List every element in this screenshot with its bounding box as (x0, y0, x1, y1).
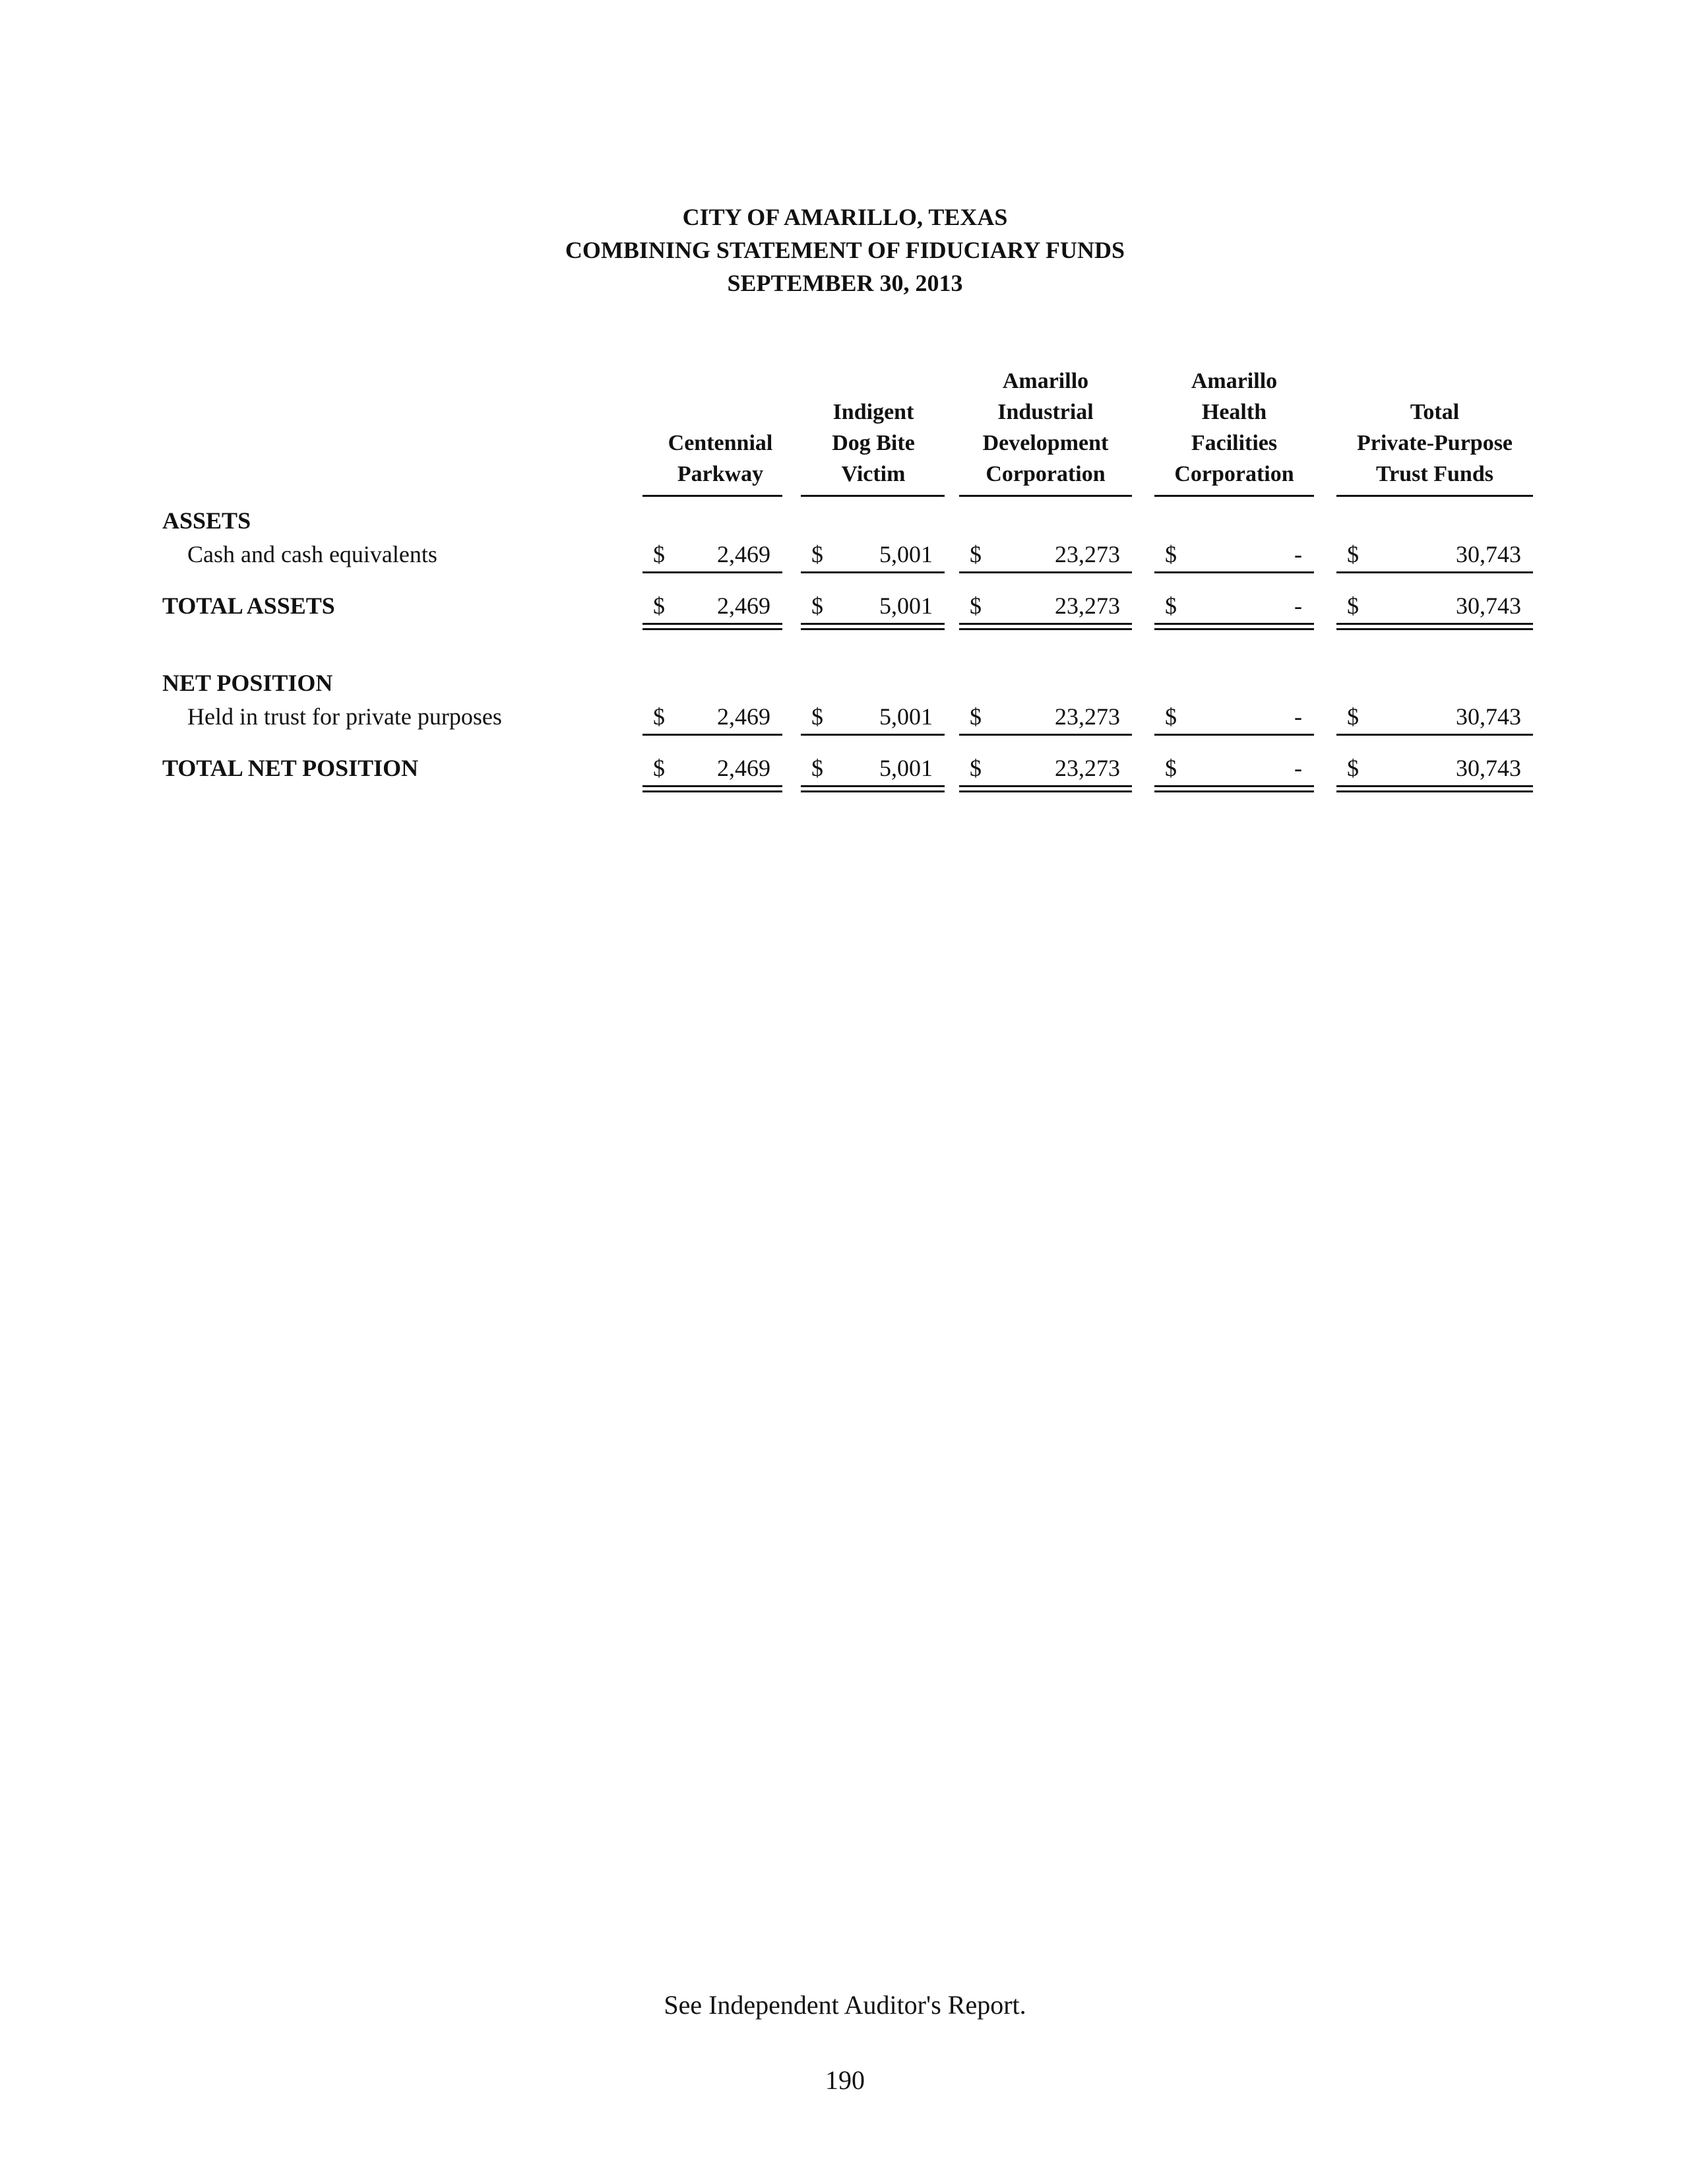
cash-value: 5,001 (879, 541, 933, 567)
total-assets-cell (1336, 591, 1533, 620)
total-net-position-cell (1154, 754, 1314, 783)
total-net-position-cell (1336, 754, 1533, 783)
total-assets-value: 30,743 (1456, 593, 1521, 619)
cash-value: 23,273 (1055, 541, 1120, 567)
total-double-rule (959, 623, 1132, 630)
subtotal-rule (642, 571, 782, 573)
cash-value: 2,469 (717, 541, 770, 567)
total-assets-value: 2,469 (717, 593, 770, 619)
cash-cell (801, 540, 945, 569)
currency-symbol: $ (811, 541, 823, 567)
cash-value: 30,743 (1456, 541, 1521, 567)
cash-cell (1336, 540, 1533, 569)
total-double-rule (1336, 623, 1533, 630)
total-double-rule (801, 785, 945, 792)
currency-symbol: $ (1347, 703, 1359, 730)
currency-symbol: $ (970, 755, 982, 781)
currency-symbol: $ (1165, 593, 1177, 619)
total-assets-cell (1154, 591, 1314, 620)
currency-symbol: $ (811, 703, 823, 730)
total-net-position-cell (959, 754, 1132, 783)
subtotal-rule (959, 734, 1132, 736)
cash-value: - (1294, 541, 1302, 567)
total-double-rule (642, 785, 782, 792)
cash-cell (1154, 540, 1314, 569)
held-in-trust-cell (801, 702, 945, 731)
held-in-trust-value: - (1294, 703, 1302, 730)
statement-date: SEPTEMBER 30, 2013 (727, 270, 963, 296)
column-header-indigent-dog-bite-victim: Indigent Dog Bite Victim (832, 400, 915, 486)
subtotal-rule (642, 734, 782, 736)
subtotal-rule (1154, 571, 1314, 573)
currency-symbol: $ (1347, 755, 1359, 781)
cash-cell (642, 540, 782, 569)
currency-symbol: $ (653, 593, 665, 619)
total-double-rule (1336, 785, 1533, 792)
currency-symbol: $ (811, 593, 823, 619)
total-assets-value: 5,001 (879, 593, 933, 619)
total-assets-label: TOTAL ASSETS (162, 593, 335, 619)
currency-symbol: $ (1347, 541, 1359, 567)
total-double-rule (801, 623, 945, 630)
currency-symbol: $ (653, 703, 665, 730)
cash-cell (959, 540, 1132, 569)
currency-symbol: $ (653, 541, 665, 567)
subtotal-rule (801, 571, 945, 573)
subtotal-rule (1336, 571, 1533, 573)
total-double-rule (1154, 623, 1314, 630)
held-in-trust-value: 2,469 (717, 703, 770, 730)
total-net-position-cell (642, 754, 782, 783)
statement-title (0, 201, 1690, 300)
entity-name: CITY OF AMARILLO, TEXAS (682, 204, 1008, 230)
total-net-position-value: 23,273 (1055, 755, 1120, 781)
column-header-rule (959, 495, 1132, 497)
held-in-trust-cell (959, 702, 1132, 731)
currency-symbol: $ (970, 541, 982, 567)
total-double-rule (642, 623, 782, 630)
column-header-rule (1336, 495, 1533, 497)
held-in-trust-label: Held in trust for private purposes (187, 703, 502, 730)
net-position-heading: NET POSITION (162, 670, 333, 696)
total-net-position-value: 30,743 (1456, 755, 1521, 781)
total-assets-cell (801, 591, 945, 620)
total-double-rule (1154, 785, 1314, 792)
held-in-trust-value: 30,743 (1456, 703, 1521, 730)
statement-name: COMBINING STATEMENT OF FIDUCIARY FUNDS (565, 237, 1125, 263)
column-header-rule (1154, 495, 1314, 497)
subtotal-rule (959, 571, 1132, 573)
total-net-position-value: - (1294, 755, 1302, 781)
subtotal-rule (1336, 734, 1533, 736)
total-net-position-value: 5,001 (879, 755, 933, 781)
column-header-rule (801, 495, 945, 497)
total-assets-value: 23,273 (1055, 593, 1120, 619)
held-in-trust-value: 5,001 (879, 703, 933, 730)
held-in-trust-cell (642, 702, 782, 731)
held-in-trust-cell (1336, 702, 1533, 731)
total-net-position-cell (801, 754, 945, 783)
assets-heading: ASSETS (162, 507, 251, 534)
held-in-trust-cell (1154, 702, 1314, 731)
subtotal-rule (801, 734, 945, 736)
auditor-report-note: See Independent Auditor's Report. (664, 1990, 1026, 2020)
currency-symbol: $ (970, 593, 982, 619)
column-header-centennial-parkway: Centennial Parkway (668, 431, 773, 486)
currency-symbol: $ (1347, 593, 1359, 619)
total-assets-value: - (1294, 593, 1302, 619)
currency-symbol: $ (1165, 755, 1177, 781)
currency-symbol: $ (1165, 703, 1177, 730)
currency-symbol: $ (811, 755, 823, 781)
total-double-rule (959, 785, 1132, 792)
column-header-total-private-purpose: Total Private-Purpose Trust Funds (1356, 400, 1513, 486)
total-assets-cell (642, 591, 782, 620)
currency-symbol: $ (653, 755, 665, 781)
subtotal-rule (1154, 734, 1314, 736)
page-number: 190 (825, 2065, 865, 2095)
total-net-position-value: 2,469 (717, 755, 770, 781)
currency-symbol: $ (1165, 541, 1177, 567)
total-assets-cell (959, 591, 1132, 620)
cash-label: Cash and cash equivalents (187, 541, 437, 567)
total-net-position-label: TOTAL NET POSITION (162, 755, 419, 781)
currency-symbol: $ (970, 703, 982, 730)
column-header-rule (642, 495, 782, 497)
column-header-amarillo-industrial-development: Amarillo Industrial Development Corporation (982, 369, 1109, 486)
column-header-amarillo-health-facilities: Amarillo Health Facilities Corporation (1174, 369, 1294, 486)
held-in-trust-value: 23,273 (1055, 703, 1120, 730)
